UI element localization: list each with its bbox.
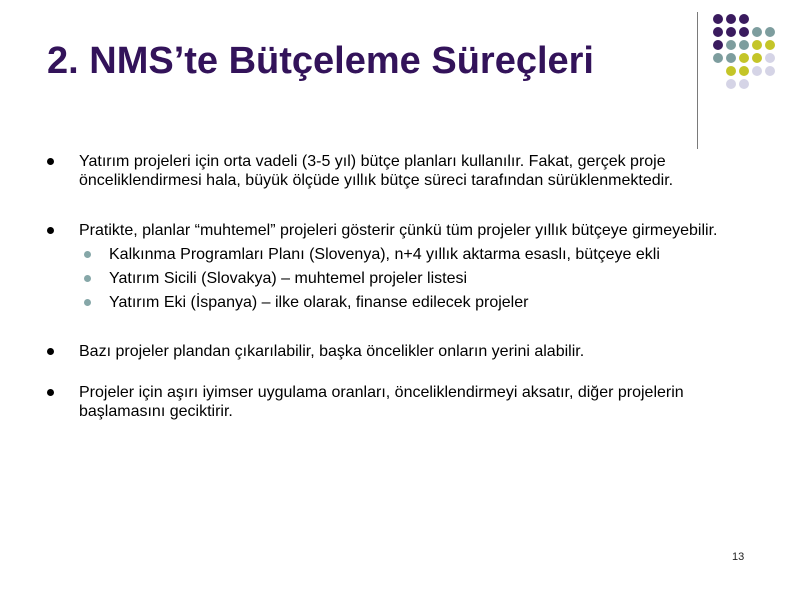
decorative-dot — [739, 79, 749, 89]
bullet-item-3 — [47, 342, 767, 361]
bullet-text: Yatırım projeleri için orta vadeli (3-5 yıl) bütçe planları kullanılır. Fakat, gerçek proje önceliklendirmesi hala, büyük ölçüde yıllık bütçe süreci tarafından sürüklenmektedir. — [79, 153, 674, 189]
decorative-dot — [752, 53, 762, 63]
decorative-dot — [726, 40, 736, 50]
bullet-text: Pratikte, planlar “muhtemel” projeleri gösterir çünkü tüm projeler yıllık bütçeye girmeyebilir. — [79, 222, 718, 239]
decorative-dot — [713, 27, 723, 37]
dot-grid-decoration — [0, 0, 800, 150]
sub-bullet-item-1 — [47, 245, 767, 264]
decorative-dot — [739, 14, 749, 24]
slide-body — [47, 150, 767, 421]
decorative-dot — [726, 27, 736, 37]
decorative-dot — [765, 66, 775, 76]
decorative-dot — [713, 14, 723, 24]
bullet-icon — [47, 158, 54, 165]
sub-bullet-icon — [84, 251, 91, 258]
page-number: 13 — [732, 551, 745, 563]
decorative-dot — [739, 53, 749, 63]
decorative-dot — [726, 66, 736, 76]
decorative-dot — [739, 66, 749, 76]
decorative-dot — [726, 79, 736, 89]
decorative-dot — [739, 27, 749, 37]
bullet-icon — [47, 227, 54, 234]
decorative-dot — [713, 53, 723, 63]
decorative-dot — [726, 14, 736, 24]
sub-bullet-text: Yatırım Eki (İspanya) – ilke olarak, finanse edilecek projeler — [109, 294, 529, 311]
bullet-icon — [47, 348, 54, 355]
sub-bullet-icon — [84, 275, 91, 282]
bullet-item-2 — [47, 221, 767, 240]
bullet-item-1 — [47, 152, 767, 190]
decorative-dot — [752, 27, 762, 37]
sub-bullet-text: Yatırım Sicili (Slovakya) – muhtemel projeler listesi — [109, 270, 468, 287]
decorative-dot — [752, 66, 762, 76]
decorative-dot — [765, 40, 775, 50]
bullet-icon — [47, 389, 54, 396]
sub-bullet-item-2 — [47, 269, 767, 288]
slide-title: 2. NMS’te Bütçeleme Süreçleri — [47, 40, 594, 82]
sub-bullet-item-3 — [47, 293, 767, 312]
decorative-dot — [765, 27, 775, 37]
decorative-dot — [726, 53, 736, 63]
sub-bullet-icon — [84, 299, 91, 306]
decorative-dot — [713, 40, 723, 50]
decorative-dot — [752, 40, 762, 50]
decorative-dot — [739, 40, 749, 50]
bullet-text: Projeler için aşırı iyimser uygulama oranları, önceliklendirmeyi aksatır, diğer projelerin başlamasını geciktirir. — [79, 384, 684, 420]
sub-bullet-text: Kalkınma Programları Planı (Slovenya), n+4 yıllık aktarma esaslı, bütçeye ekli — [109, 246, 660, 263]
bullet-item-4 — [47, 383, 767, 421]
decorative-dot — [765, 53, 775, 63]
bullet-text: Bazı projeler plandan çıkarılabilir, başka öncelikler onların yerini alabilir. — [79, 343, 585, 360]
